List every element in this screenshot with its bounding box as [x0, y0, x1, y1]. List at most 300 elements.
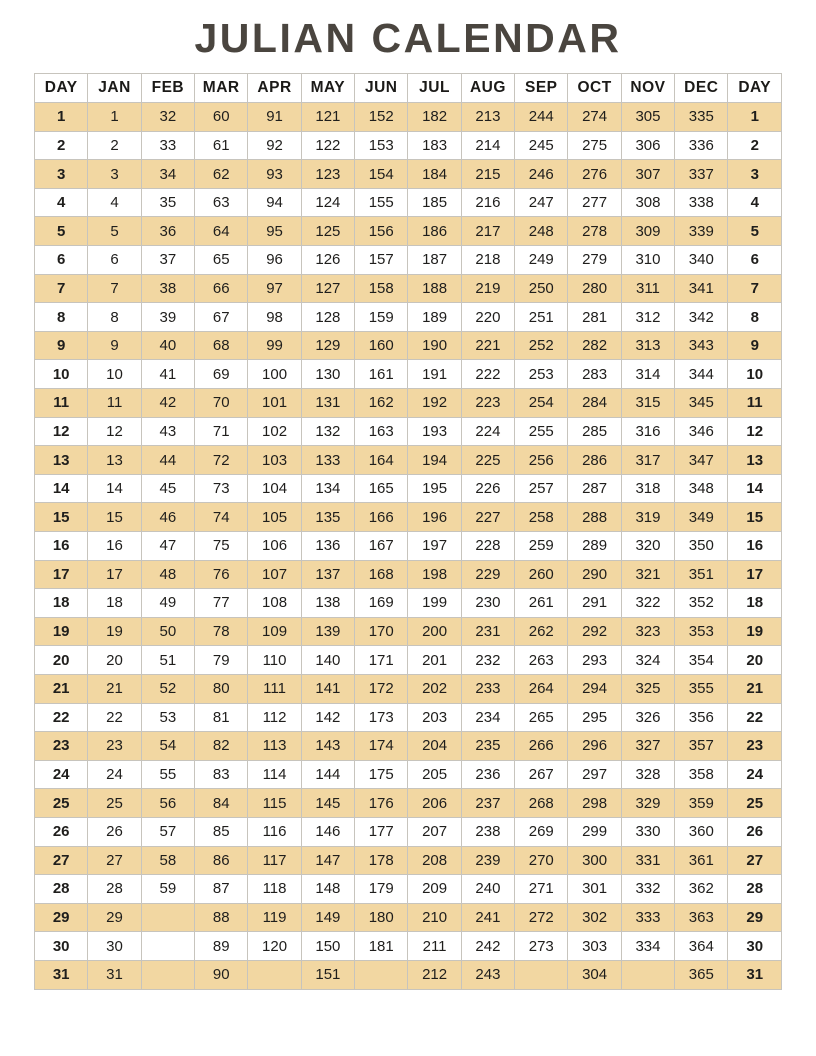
julian-day-cell: 317	[621, 446, 674, 475]
julian-day-cell: 364	[675, 932, 728, 961]
day-of-month-cell: 1	[35, 103, 88, 132]
day-of-month-cell: 8	[35, 303, 88, 332]
julian-day-cell: 272	[515, 903, 568, 932]
julian-day-cell: 305	[621, 103, 674, 132]
column-header-feb: FEB	[141, 74, 194, 103]
julian-day-cell: 348	[675, 474, 728, 503]
table-row	[35, 274, 782, 303]
julian-day-cell: 202	[408, 674, 461, 703]
julian-day-cell: 330	[621, 817, 674, 846]
julian-day-cell: 212	[408, 960, 461, 989]
julian-day-cell: 256	[515, 446, 568, 475]
julian-day-cell: 288	[568, 503, 621, 532]
julian-day-cell: 261	[515, 589, 568, 618]
julian-day-cell: 88	[195, 903, 248, 932]
julian-day-cell: 159	[355, 303, 408, 332]
empty-cell	[248, 960, 301, 989]
julian-day-cell: 165	[355, 474, 408, 503]
julian-day-cell: 79	[195, 646, 248, 675]
julian-day-cell: 45	[141, 474, 194, 503]
julian-day-cell: 40	[141, 331, 194, 360]
julian-day-cell: 294	[568, 674, 621, 703]
table-row	[35, 188, 782, 217]
julian-day-cell: 151	[301, 960, 354, 989]
table-row	[35, 789, 782, 818]
julian-day-cell: 214	[461, 131, 514, 160]
day-of-month-cell: 25	[35, 789, 88, 818]
day-of-month-cell: 29	[35, 903, 88, 932]
julian-day-cell: 49	[141, 589, 194, 618]
day-of-month-cell: 20	[728, 646, 782, 675]
day-of-month-cell: 22	[35, 703, 88, 732]
julian-day-cell: 14	[88, 474, 141, 503]
julian-day-cell: 177	[355, 817, 408, 846]
day-of-month-cell: 1	[728, 103, 782, 132]
julian-day-cell: 204	[408, 732, 461, 761]
julian-day-cell: 203	[408, 703, 461, 732]
day-of-month-cell: 22	[728, 703, 782, 732]
julian-day-cell: 188	[408, 274, 461, 303]
julian-day-cell: 287	[568, 474, 621, 503]
julian-day-cell: 141	[301, 674, 354, 703]
julian-day-cell: 22	[88, 703, 141, 732]
julian-day-cell: 297	[568, 760, 621, 789]
julian-day-cell: 160	[355, 331, 408, 360]
julian-day-cell: 30	[88, 932, 141, 961]
julian-day-cell: 43	[141, 417, 194, 446]
julian-day-cell: 166	[355, 503, 408, 532]
julian-day-cell: 81	[195, 703, 248, 732]
julian-day-cell: 339	[675, 217, 728, 246]
julian-day-cell: 324	[621, 646, 674, 675]
julian-day-cell: 353	[675, 617, 728, 646]
julian-day-cell: 134	[301, 474, 354, 503]
julian-day-cell: 311	[621, 274, 674, 303]
julian-day-cell: 52	[141, 674, 194, 703]
julian-day-cell: 130	[301, 360, 354, 389]
julian-day-cell: 65	[195, 246, 248, 275]
julian-day-cell: 342	[675, 303, 728, 332]
julian-day-cell: 9	[88, 331, 141, 360]
table-row	[35, 217, 782, 246]
julian-day-cell: 189	[408, 303, 461, 332]
day-of-month-cell: 23	[728, 732, 782, 761]
julian-day-cell: 11	[88, 389, 141, 418]
julian-day-cell: 117	[248, 846, 301, 875]
julian-day-cell: 211	[408, 932, 461, 961]
julian-day-cell: 67	[195, 303, 248, 332]
table-header	[35, 74, 782, 103]
julian-day-cell: 329	[621, 789, 674, 818]
day-of-month-cell: 31	[728, 960, 782, 989]
julian-day-cell: 243	[461, 960, 514, 989]
julian-day-cell: 131	[301, 389, 354, 418]
julian-day-cell: 16	[88, 532, 141, 561]
julian-day-cell: 302	[568, 903, 621, 932]
julian-day-cell: 246	[515, 160, 568, 189]
julian-day-cell: 59	[141, 875, 194, 904]
julian-day-cell: 291	[568, 589, 621, 618]
day-of-month-cell: 7	[728, 274, 782, 303]
day-of-month-cell: 17	[35, 560, 88, 589]
julian-day-cell: 158	[355, 274, 408, 303]
julian-day-cell: 48	[141, 560, 194, 589]
julian-day-cell: 102	[248, 417, 301, 446]
julian-day-cell: 39	[141, 303, 194, 332]
julian-day-cell: 210	[408, 903, 461, 932]
julian-day-cell: 66	[195, 274, 248, 303]
julian-day-cell: 122	[301, 131, 354, 160]
julian-day-cell: 220	[461, 303, 514, 332]
julian-day-cell: 252	[515, 331, 568, 360]
julian-day-cell: 74	[195, 503, 248, 532]
julian-day-cell: 249	[515, 246, 568, 275]
julian-day-cell: 41	[141, 360, 194, 389]
julian-day-cell: 290	[568, 560, 621, 589]
julian-day-cell: 307	[621, 160, 674, 189]
julian-day-cell: 301	[568, 875, 621, 904]
julian-day-cell: 355	[675, 674, 728, 703]
julian-day-cell: 227	[461, 503, 514, 532]
column-header-may: MAY	[301, 74, 354, 103]
julian-day-cell: 68	[195, 331, 248, 360]
julian-day-cell: 336	[675, 131, 728, 160]
julian-day-cell: 85	[195, 817, 248, 846]
julian-day-cell: 168	[355, 560, 408, 589]
column-header-day-right: DAY	[728, 74, 782, 103]
julian-day-cell: 87	[195, 875, 248, 904]
julian-day-cell: 5	[88, 217, 141, 246]
julian-day-cell: 266	[515, 732, 568, 761]
julian-day-cell: 25	[88, 789, 141, 818]
day-of-month-cell: 5	[728, 217, 782, 246]
table-row	[35, 503, 782, 532]
julian-day-cell: 13	[88, 446, 141, 475]
julian-day-cell: 26	[88, 817, 141, 846]
julian-day-cell: 119	[248, 903, 301, 932]
day-of-month-cell: 9	[35, 331, 88, 360]
julian-day-cell: 258	[515, 503, 568, 532]
empty-cell	[621, 960, 674, 989]
julian-day-cell: 109	[248, 617, 301, 646]
julian-day-cell: 280	[568, 274, 621, 303]
day-of-month-cell: 31	[35, 960, 88, 989]
julian-day-cell: 192	[408, 389, 461, 418]
julian-day-cell: 90	[195, 960, 248, 989]
julian-day-cell: 237	[461, 789, 514, 818]
julian-day-cell: 235	[461, 732, 514, 761]
table-row	[35, 646, 782, 675]
julian-day-cell: 315	[621, 389, 674, 418]
julian-day-cell: 46	[141, 503, 194, 532]
julian-day-cell: 57	[141, 817, 194, 846]
julian-day-cell: 149	[301, 903, 354, 932]
julian-day-cell: 289	[568, 532, 621, 561]
julian-day-cell: 162	[355, 389, 408, 418]
julian-day-cell: 207	[408, 817, 461, 846]
julian-day-cell: 161	[355, 360, 408, 389]
julian-day-cell: 349	[675, 503, 728, 532]
julian-day-cell: 269	[515, 817, 568, 846]
julian-day-cell: 23	[88, 732, 141, 761]
julian-day-cell: 182	[408, 103, 461, 132]
julian-day-cell: 196	[408, 503, 461, 532]
julian-day-cell: 362	[675, 875, 728, 904]
julian-day-cell: 217	[461, 217, 514, 246]
julian-day-cell: 293	[568, 646, 621, 675]
julian-day-cell: 285	[568, 417, 621, 446]
julian-day-cell: 172	[355, 674, 408, 703]
julian-day-cell: 238	[461, 817, 514, 846]
julian-day-cell: 124	[301, 188, 354, 217]
julian-day-cell: 164	[355, 446, 408, 475]
column-header-jul: JUL	[408, 74, 461, 103]
julian-day-cell: 316	[621, 417, 674, 446]
table-row	[35, 960, 782, 989]
table-row	[35, 446, 782, 475]
julian-day-cell: 37	[141, 246, 194, 275]
julian-day-cell: 132	[301, 417, 354, 446]
julian-day-cell: 236	[461, 760, 514, 789]
table-row	[35, 331, 782, 360]
julian-day-cell: 350	[675, 532, 728, 561]
julian-day-cell: 156	[355, 217, 408, 246]
julian-day-cell: 344	[675, 360, 728, 389]
julian-day-cell: 244	[515, 103, 568, 132]
column-header-sep: SEP	[515, 74, 568, 103]
julian-day-cell: 222	[461, 360, 514, 389]
julian-day-cell: 2	[88, 131, 141, 160]
julian-day-cell: 86	[195, 846, 248, 875]
julian-day-cell: 296	[568, 732, 621, 761]
day-of-month-cell: 3	[728, 160, 782, 189]
julian-day-cell: 232	[461, 646, 514, 675]
julian-day-cell: 115	[248, 789, 301, 818]
julian-day-cell: 228	[461, 532, 514, 561]
julian-day-cell: 77	[195, 589, 248, 618]
julian-day-cell: 201	[408, 646, 461, 675]
julian-day-cell: 31	[88, 960, 141, 989]
julian-day-cell: 3	[88, 160, 141, 189]
julian-day-cell: 295	[568, 703, 621, 732]
julian-day-cell: 298	[568, 789, 621, 818]
julian-day-cell: 155	[355, 188, 408, 217]
julian-day-cell: 4	[88, 188, 141, 217]
julian-day-cell: 213	[461, 103, 514, 132]
day-of-month-cell: 4	[35, 188, 88, 217]
julian-day-cell: 101	[248, 389, 301, 418]
table-row	[35, 303, 782, 332]
table-row	[35, 875, 782, 904]
julian-day-cell: 69	[195, 360, 248, 389]
day-of-month-cell: 17	[728, 560, 782, 589]
day-of-month-cell: 29	[728, 903, 782, 932]
column-header-dec: DEC	[675, 74, 728, 103]
julian-day-cell: 8	[88, 303, 141, 332]
julian-day-cell: 136	[301, 532, 354, 561]
table-row	[35, 246, 782, 275]
julian-day-cell: 107	[248, 560, 301, 589]
page-title: JULIAN CALENDAR	[194, 15, 622, 61]
julian-day-cell: 91	[248, 103, 301, 132]
julian-day-cell: 347	[675, 446, 728, 475]
julian-day-cell: 7	[88, 274, 141, 303]
day-of-month-cell: 14	[728, 474, 782, 503]
julian-day-cell: 242	[461, 932, 514, 961]
julian-day-cell: 154	[355, 160, 408, 189]
julian-day-cell: 70	[195, 389, 248, 418]
julian-day-cell: 1	[88, 103, 141, 132]
julian-day-cell: 55	[141, 760, 194, 789]
julian-day-cell: 83	[195, 760, 248, 789]
column-header-oct: OCT	[568, 74, 621, 103]
julian-day-cell: 93	[248, 160, 301, 189]
julian-day-cell: 34	[141, 160, 194, 189]
julian-day-cell: 113	[248, 732, 301, 761]
day-of-month-cell: 13	[728, 446, 782, 475]
julian-day-cell: 51	[141, 646, 194, 675]
julian-day-cell: 133	[301, 446, 354, 475]
julian-day-cell: 99	[248, 331, 301, 360]
julian-day-cell: 300	[568, 846, 621, 875]
julian-day-cell: 20	[88, 646, 141, 675]
julian-day-cell: 72	[195, 446, 248, 475]
julian-day-cell: 118	[248, 875, 301, 904]
julian-day-cell: 337	[675, 160, 728, 189]
header-row	[35, 74, 782, 103]
julian-day-cell: 356	[675, 703, 728, 732]
julian-day-cell: 265	[515, 703, 568, 732]
julian-day-cell: 171	[355, 646, 408, 675]
julian-day-cell: 277	[568, 188, 621, 217]
julian-day-cell: 10	[88, 360, 141, 389]
julian-day-cell: 44	[141, 446, 194, 475]
julian-day-cell: 24	[88, 760, 141, 789]
julian-day-cell: 248	[515, 217, 568, 246]
day-of-month-cell: 25	[728, 789, 782, 818]
julian-day-cell: 145	[301, 789, 354, 818]
julian-day-cell: 186	[408, 217, 461, 246]
julian-day-cell: 80	[195, 674, 248, 703]
julian-day-cell: 346	[675, 417, 728, 446]
day-of-month-cell: 2	[728, 131, 782, 160]
julian-day-cell: 140	[301, 646, 354, 675]
day-of-month-cell: 10	[35, 360, 88, 389]
julian-day-cell: 12	[88, 417, 141, 446]
table-row	[35, 932, 782, 961]
julian-day-cell: 241	[461, 903, 514, 932]
julian-day-cell: 19	[88, 617, 141, 646]
column-header-mar: MAR	[195, 74, 248, 103]
julian-day-cell: 231	[461, 617, 514, 646]
julian-day-cell: 262	[515, 617, 568, 646]
julian-day-cell: 28	[88, 875, 141, 904]
julian-day-cell: 183	[408, 131, 461, 160]
julian-day-cell: 229	[461, 560, 514, 589]
julian-day-cell: 142	[301, 703, 354, 732]
julian-day-cell: 309	[621, 217, 674, 246]
julian-day-cell: 268	[515, 789, 568, 818]
julian-day-cell: 333	[621, 903, 674, 932]
julian-day-cell: 15	[88, 503, 141, 532]
table-row	[35, 903, 782, 932]
table-row	[35, 389, 782, 418]
table-row	[35, 617, 782, 646]
day-of-month-cell: 6	[728, 246, 782, 275]
julian-day-cell: 187	[408, 246, 461, 275]
julian-day-cell: 352	[675, 589, 728, 618]
day-of-month-cell: 12	[728, 417, 782, 446]
julian-day-cell: 299	[568, 817, 621, 846]
day-of-month-cell: 24	[35, 760, 88, 789]
day-of-month-cell: 13	[35, 446, 88, 475]
julian-day-cell: 104	[248, 474, 301, 503]
julian-day-cell: 247	[515, 188, 568, 217]
julian-day-cell: 218	[461, 246, 514, 275]
julian-day-cell: 326	[621, 703, 674, 732]
table-row	[35, 589, 782, 618]
julian-day-cell: 303	[568, 932, 621, 961]
julian-day-cell: 54	[141, 732, 194, 761]
julian-day-cell: 123	[301, 160, 354, 189]
julian-day-cell: 110	[248, 646, 301, 675]
table-row	[35, 160, 782, 189]
day-of-month-cell: 21	[728, 674, 782, 703]
day-of-month-cell: 16	[728, 532, 782, 561]
julian-day-cell: 195	[408, 474, 461, 503]
julian-day-cell: 281	[568, 303, 621, 332]
julian-day-cell: 21	[88, 674, 141, 703]
julian-day-cell: 230	[461, 589, 514, 618]
julian-day-cell: 100	[248, 360, 301, 389]
julian-day-cell: 29	[88, 903, 141, 932]
julian-day-cell: 335	[675, 103, 728, 132]
julian-day-cell: 361	[675, 846, 728, 875]
empty-cell	[141, 932, 194, 961]
table-row	[35, 474, 782, 503]
julian-day-cell: 108	[248, 589, 301, 618]
julian-day-cell: 50	[141, 617, 194, 646]
julian-day-cell: 304	[568, 960, 621, 989]
day-of-month-cell: 30	[728, 932, 782, 961]
julian-day-cell: 179	[355, 875, 408, 904]
julian-day-cell: 319	[621, 503, 674, 532]
julian-day-cell: 306	[621, 131, 674, 160]
julian-day-cell: 360	[675, 817, 728, 846]
julian-day-cell: 111	[248, 674, 301, 703]
julian-day-cell: 313	[621, 331, 674, 360]
julian-day-cell: 314	[621, 360, 674, 389]
julian-day-cell: 150	[301, 932, 354, 961]
day-of-month-cell: 5	[35, 217, 88, 246]
julian-day-cell: 359	[675, 789, 728, 818]
julian-day-cell: 215	[461, 160, 514, 189]
julian-day-cell: 282	[568, 331, 621, 360]
julian-day-cell: 276	[568, 160, 621, 189]
julian-day-cell: 271	[515, 875, 568, 904]
day-of-month-cell: 9	[728, 331, 782, 360]
julian-day-cell: 223	[461, 389, 514, 418]
julian-day-cell: 32	[141, 103, 194, 132]
empty-cell	[355, 960, 408, 989]
julian-day-cell: 173	[355, 703, 408, 732]
table-row	[35, 532, 782, 561]
julian-day-cell: 199	[408, 589, 461, 618]
julian-day-cell: 84	[195, 789, 248, 818]
day-of-month-cell: 2	[35, 131, 88, 160]
day-of-month-cell: 12	[35, 417, 88, 446]
julian-day-cell: 197	[408, 532, 461, 561]
